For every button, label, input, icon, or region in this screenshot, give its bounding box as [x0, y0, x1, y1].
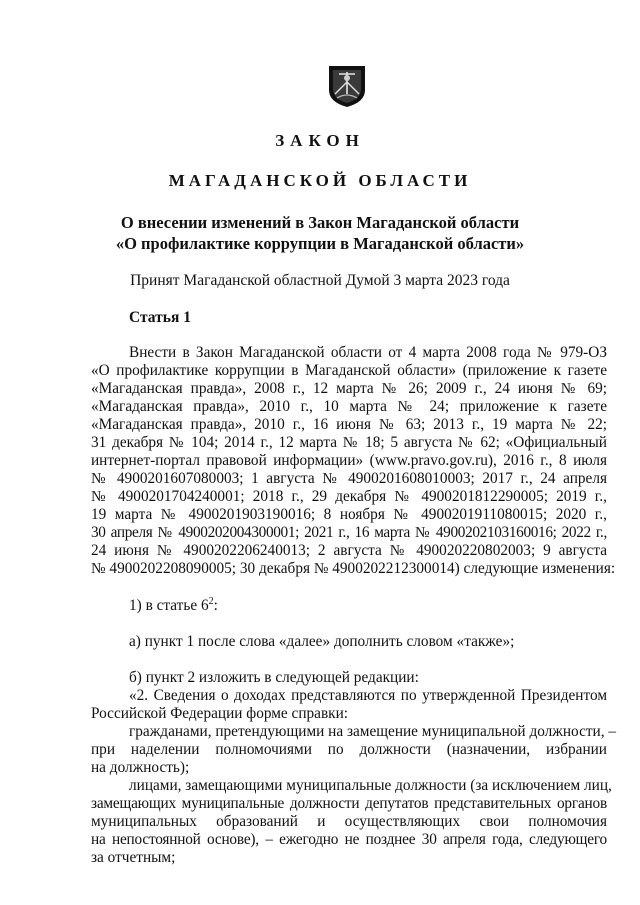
- article-text-line: № 4900202208090005; 30 декабря № 4900202212300014) следующие изменения:: [91, 560, 616, 577]
- quote-line: замещающих муниципальные должности депутатов представительных органов: [91, 795, 607, 812]
- quote-line: на непостоянной основе), – ежегодно не позднее 30 апреля года, следующего: [91, 831, 607, 848]
- article-text-line: 31 декабря № 104; 2014 г., 12 марта № 18; 5 августа № 62; «Официальный: [91, 434, 607, 451]
- item-1-text: 1) в статье 6: [129, 597, 209, 614]
- law-title: [0, 212, 640, 254]
- item-1-superscript: 2: [208, 595, 214, 607]
- article-text-line: 30 апреля № 4900202004300001; 2021 г., 16 марта № 4900202103160016; 2022 г.,: [91, 524, 607, 541]
- quote-line: лицами, замещающими муниципальные должности (за исключением лиц,: [129, 777, 612, 794]
- region-name: МАГАДАНСКОЙ ОБЛАСТИ: [168, 171, 472, 190]
- law-title-line2: «О профилактике коррупции в Магаданской области»: [115, 234, 525, 253]
- quote-line: Российской Федерации форме справки:: [91, 705, 349, 722]
- article-text-line: «О профилактике коррупции в Магаданской области» (приложение к газете: [91, 362, 607, 379]
- article-text-line: № 4900201607080003; 1 августа № 4900201608010003; 2017 г., 24 апреля: [91, 470, 607, 487]
- law-label: ЗАКОН: [275, 131, 365, 150]
- quote-line: на должность);: [91, 759, 190, 776]
- article-heading: Статья 1: [129, 309, 191, 326]
- item-b: б) пункт 2 изложить в следующей редакции:: [129, 669, 419, 686]
- article-text-line: Внести в Закон Магаданской области от 4 марта 2008 года № 979-ОЗ: [129, 344, 607, 361]
- article-text-line: 19 марта № 4900201903190016; 8 ноября № 4900201911080015; 2020 г.,: [91, 506, 607, 523]
- item-a: а) пункт 1 после слова «далее» дополнить словом «также»;: [129, 633, 515, 650]
- item-1: [129, 597, 218, 615]
- article-text-line: «Магаданская правда», 2010 г., 10 марта № 24; приложение к газете: [91, 398, 607, 415]
- adoption-note: Принят Магаданской областной Думой 3 марта 2023 года: [130, 272, 510, 289]
- coat-of-arms-icon: [327, 64, 367, 108]
- quote-line: за отчетным;: [91, 849, 176, 866]
- article-text-line: № 4900201704240001; 2018 г., 29 декабря № 4900201812290005; 2019 г.,: [91, 488, 607, 505]
- quote-line: гражданами, претендующими на замещение муниципальной должности, –: [129, 723, 617, 740]
- article-text-line: 24 июня № 4900202206240013; 2 августа № 490020220802003; 9 августа: [91, 542, 607, 559]
- law-title-line1: О внесении изменений в Закон Магаданской области: [120, 213, 520, 232]
- article-text-line: «Магаданская правда», 2008 г., 12 марта № 26; 2009 г., 24 июня № 69;: [91, 380, 607, 397]
- quote-line: «2. Сведения о доходах представляются по утвержденной Президентом: [129, 687, 607, 704]
- article-text-line: «Магаданская правда», 2010 г., 16 июня № 63; 2013 г., 19 марта № 22;: [91, 416, 607, 433]
- article-text-line: интернет-портал правовой информации» (www.pravo.gov.ru), 2016 г., 8 июля: [91, 452, 607, 469]
- quote-line: муниципальных образований и осуществляющих свои полномочия: [91, 813, 607, 830]
- item-1-colon: :: [213, 597, 218, 614]
- quote-line: при наделении полномочиями по должности (назначении, избрании: [91, 741, 607, 758]
